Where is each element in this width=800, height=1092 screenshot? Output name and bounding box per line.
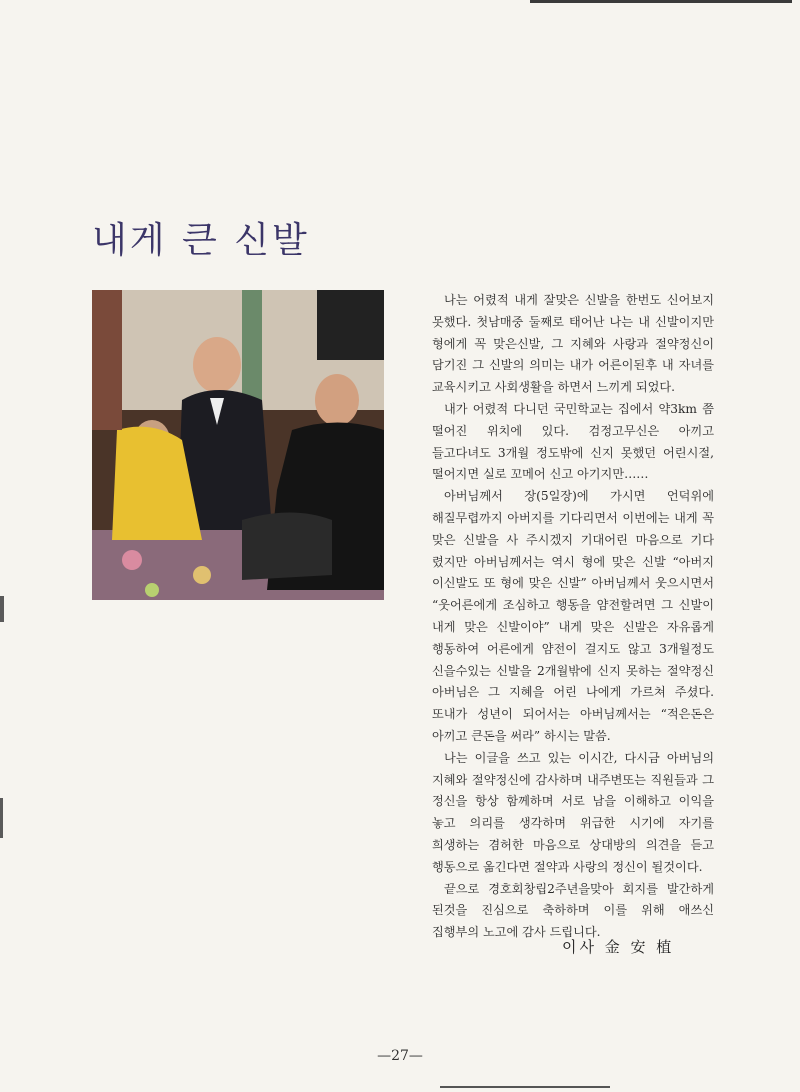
article-body: [432, 290, 714, 944]
paragraph: 내가 어렸적 다니던 국민학교는 집에서 약3km 쯤 떨어진 위치에 있다. 검정고무신은 아끼고 들고다녀도 3개월 정도밖에 신지 못했던 어린시절, 떨어지면 실로 꼬메어 신고 아기지만……: [432, 401, 714, 482]
paragraph: 끝으로 경호회창립2주년을맞아 회지를 발간하게 된것을 진심으로 축하하며 이를 위해 애쓰신 집행부의 노고에 감사 드립니다.: [432, 881, 714, 940]
paragraph: 아버님께서 장(5일장)에 가시면 언덕위에 해질무렵까지 아버지를 기다리면서 이번에는 내게 꼭 맞은 신발을 사 주시겠지 기대어린 마음으로 기다 렸지만 아버님께서는 역시 형에 맞은 신발 “아버지 이신발도 또 형에 맞은 신발” 아버님께서 웃으시면서 “웃어른에게 조심하고 행동을 얌전할려면 그 신발이 내게 맞은 신발이야” 내게 맞은 신발은 자유롭게 행동하여 어른에게 얌전이 걸지도 않고 3개월정도 신을수있는 신발을 2개월밖에 신지 못하는 절약정신 아버님은 그 지혜을 어린 나에게 가르쳐 주셨다. 또내가 성년이 되어서는 아버님께서는 “적은돈은 아끼고 큰돈을 써라” 하시는 말씀.: [432, 489, 714, 743]
top-edge-rule: [530, 0, 792, 3]
page-title: 내게 큰 신발: [92, 220, 310, 262]
bottom-edge-rule: [440, 1086, 610, 1088]
article-photo: [92, 290, 384, 600]
binding-mark: [0, 798, 3, 838]
page-number: —27—: [377, 1048, 423, 1064]
paragraph: 나는 어렸적 내게 잘맞은 신발을 한번도 신어보지 못했다. 첫남매중 둘째로 태어난 나는 내 신발이지만 형에게 꼭 맞은신발, 그 지혜와 사랑과 절약정신이 담기진 그 신발의 의미는 내가 어른이된후 내 자녀를 교육시키고 사회생활을 하면서 느끼게 되었다.: [432, 293, 714, 395]
binding-mark: [0, 596, 4, 622]
author-signature: 이사 金 安 植: [562, 938, 675, 956]
paragraph: 나는 이글을 쓰고 있는 이시간, 다시금 아버님의 지혜와 절약정신에 감사하며 내주변또는 직원들과 그 정신을 항상 함께하며 서로 남을 이해하고 이익을 놓고 의리를 생각하며 위급한 시기에 자기를 희생하는 겸허한 마음으로 상대방의 의견을 듣고 행동으로 옮긴다면 절약과 사랑의 정신이 될것이다.: [432, 750, 714, 874]
